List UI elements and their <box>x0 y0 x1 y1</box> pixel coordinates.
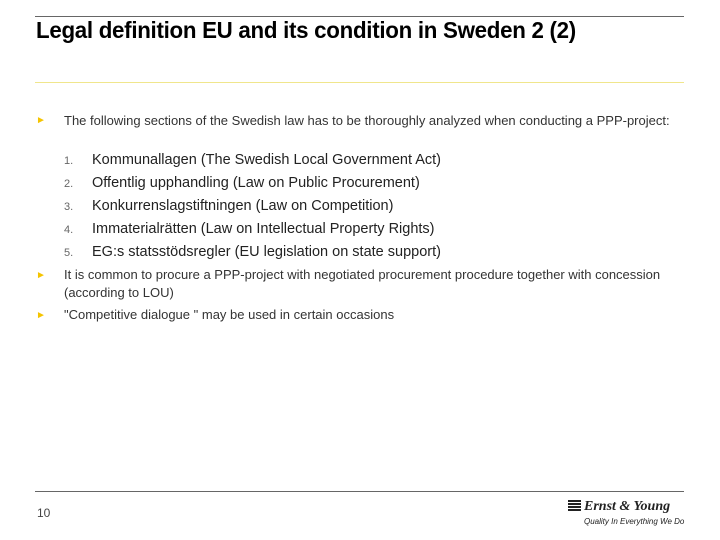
list-text: EG:s statsstödsregler (EU legislation on state support) <box>92 244 441 260</box>
bullet-text: It is common to procure a PPP-project with negotiated procurement procedure together with concession (according to LOU) <box>64 267 661 300</box>
list-number: 5. <box>64 247 74 259</box>
list-number: 1. <box>64 155 74 167</box>
list-item <box>64 244 441 260</box>
logo-mark-icon <box>568 500 581 511</box>
list-item <box>64 175 420 191</box>
list-number: 3. <box>64 201 74 213</box>
logo-tagline: Quality In Everything We Do <box>584 517 685 526</box>
list-item <box>64 221 435 237</box>
slide-title: Legal definition EU and its condition in Sweden 2 (2) <box>36 17 576 43</box>
company-logo <box>568 499 688 531</box>
logo-text: Ernst & Young <box>584 499 671 514</box>
bullet-text: The following sections of the Swedish law has to be thoroughly analyzed when conducting a PPP-project: <box>64 113 670 128</box>
list-number: 2. <box>64 178 74 190</box>
list-text: Offentlig upphandling (Law on Public Procurement) <box>92 175 420 191</box>
footer-divider <box>35 491 684 492</box>
bullet-arrow-icon: ► <box>36 270 46 281</box>
bullet-arrow-icon: ► <box>36 310 46 321</box>
bullet-arrow-icon: ► <box>36 115 46 126</box>
title-underline <box>35 82 684 83</box>
list-item <box>64 198 393 214</box>
list-text: Immaterialrätten (Law on Intellectual Property Rights) <box>92 221 435 237</box>
page-number: 10 <box>37 506 51 520</box>
list-text: Kommunallagen (The Swedish Local Government Act) <box>92 152 441 168</box>
bullet-text: "Competitive dialogue " may be used in certain occasions <box>64 307 395 322</box>
list-text: Konkurrenslagstiftningen (Law on Competition) <box>92 198 394 214</box>
list-item <box>64 152 441 168</box>
list-number: 4. <box>64 224 74 236</box>
